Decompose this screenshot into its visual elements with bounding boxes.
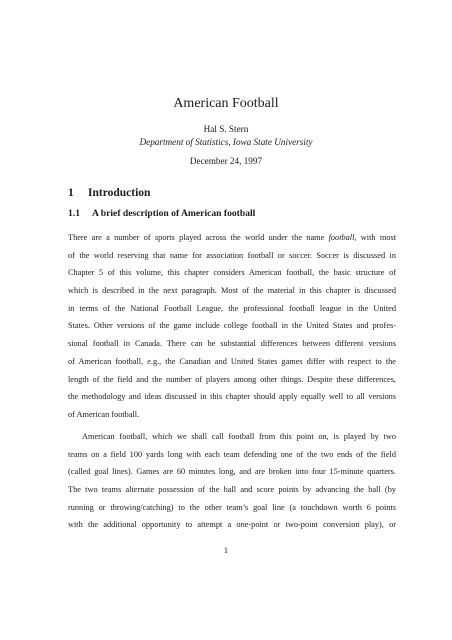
paragraph-line: in terms of the National Football League, the professional football league in the United	[68, 303, 396, 313]
paragraph-line: American football, which we shall call football from this point on, is played by two	[82, 432, 396, 441]
text-run: , with most	[354, 233, 396, 242]
paragraph-line: of American football.	[68, 409, 140, 419]
paragraph-line: with the additional opportunity to attempt a one-point or two-point conversion play), or	[68, 520, 396, 530]
paragraph-line: which is described in the next paragraph. Most of the material in this chapter is discussed	[68, 286, 396, 296]
paragraph-line: of American football, e.g., the Canadian and United States games differ with respect to the	[68, 356, 396, 366]
paragraph-line: (called goal lines). Games are 60 minutes long, and are broken into four 15-minute quarters.	[68, 467, 396, 477]
paragraph-2	[68, 428, 396, 534]
paragraph-line: States. Other versions of the game include college football in the United States and profes-	[68, 321, 396, 331]
author-name: Hal S. Stern	[203, 124, 249, 134]
subsection-number: 1.1	[68, 208, 80, 219]
section-number: 1	[68, 187, 74, 199]
paragraph-line: running or throwing/catching) to the other team’s goal line (a touchdown worth 6 points	[68, 502, 396, 512]
paper-date: December 24, 1997	[189, 156, 263, 166]
section-title: Introduction	[88, 187, 151, 199]
section-heading	[68, 187, 150, 199]
paragraph-line: length of the field and the number of players among other things. Despite these differences,	[68, 374, 396, 384]
paragraph-line: Chapter 5 of this volume, this chapter considers American football, the basic structure of	[68, 268, 396, 278]
paragraph-line: the methodology and ideas discussed in this chapter should apply equally well to all versions	[68, 392, 396, 402]
page-number: 1	[223, 546, 229, 555]
paragraph-line	[68, 229, 396, 247]
paragraph-line: The two teams alternate possession of the ball and score points by advancing the ball (by	[68, 485, 396, 495]
paragraph-line: of the world reserving that name for association football or soccer. Soccer is discussed in	[68, 250, 396, 260]
text-run: There are a number of sports played across the world under the name	[68, 233, 329, 242]
paragraph-1	[68, 229, 396, 424]
paragraph-line: sional football in Canada. There can be substantial differences between different versions	[68, 339, 396, 349]
subsection-heading	[68, 208, 255, 219]
author-affiliation: Department of Statistics, Iowa State University	[139, 137, 313, 147]
paragraph-line: teams on a field 100 yards long with each team defending one of the two ends of the field	[68, 449, 396, 459]
emphasis-text: football	[328, 233, 355, 242]
paper-title: American Football	[173, 96, 279, 111]
subsection-title: A brief description of American football	[92, 208, 256, 219]
